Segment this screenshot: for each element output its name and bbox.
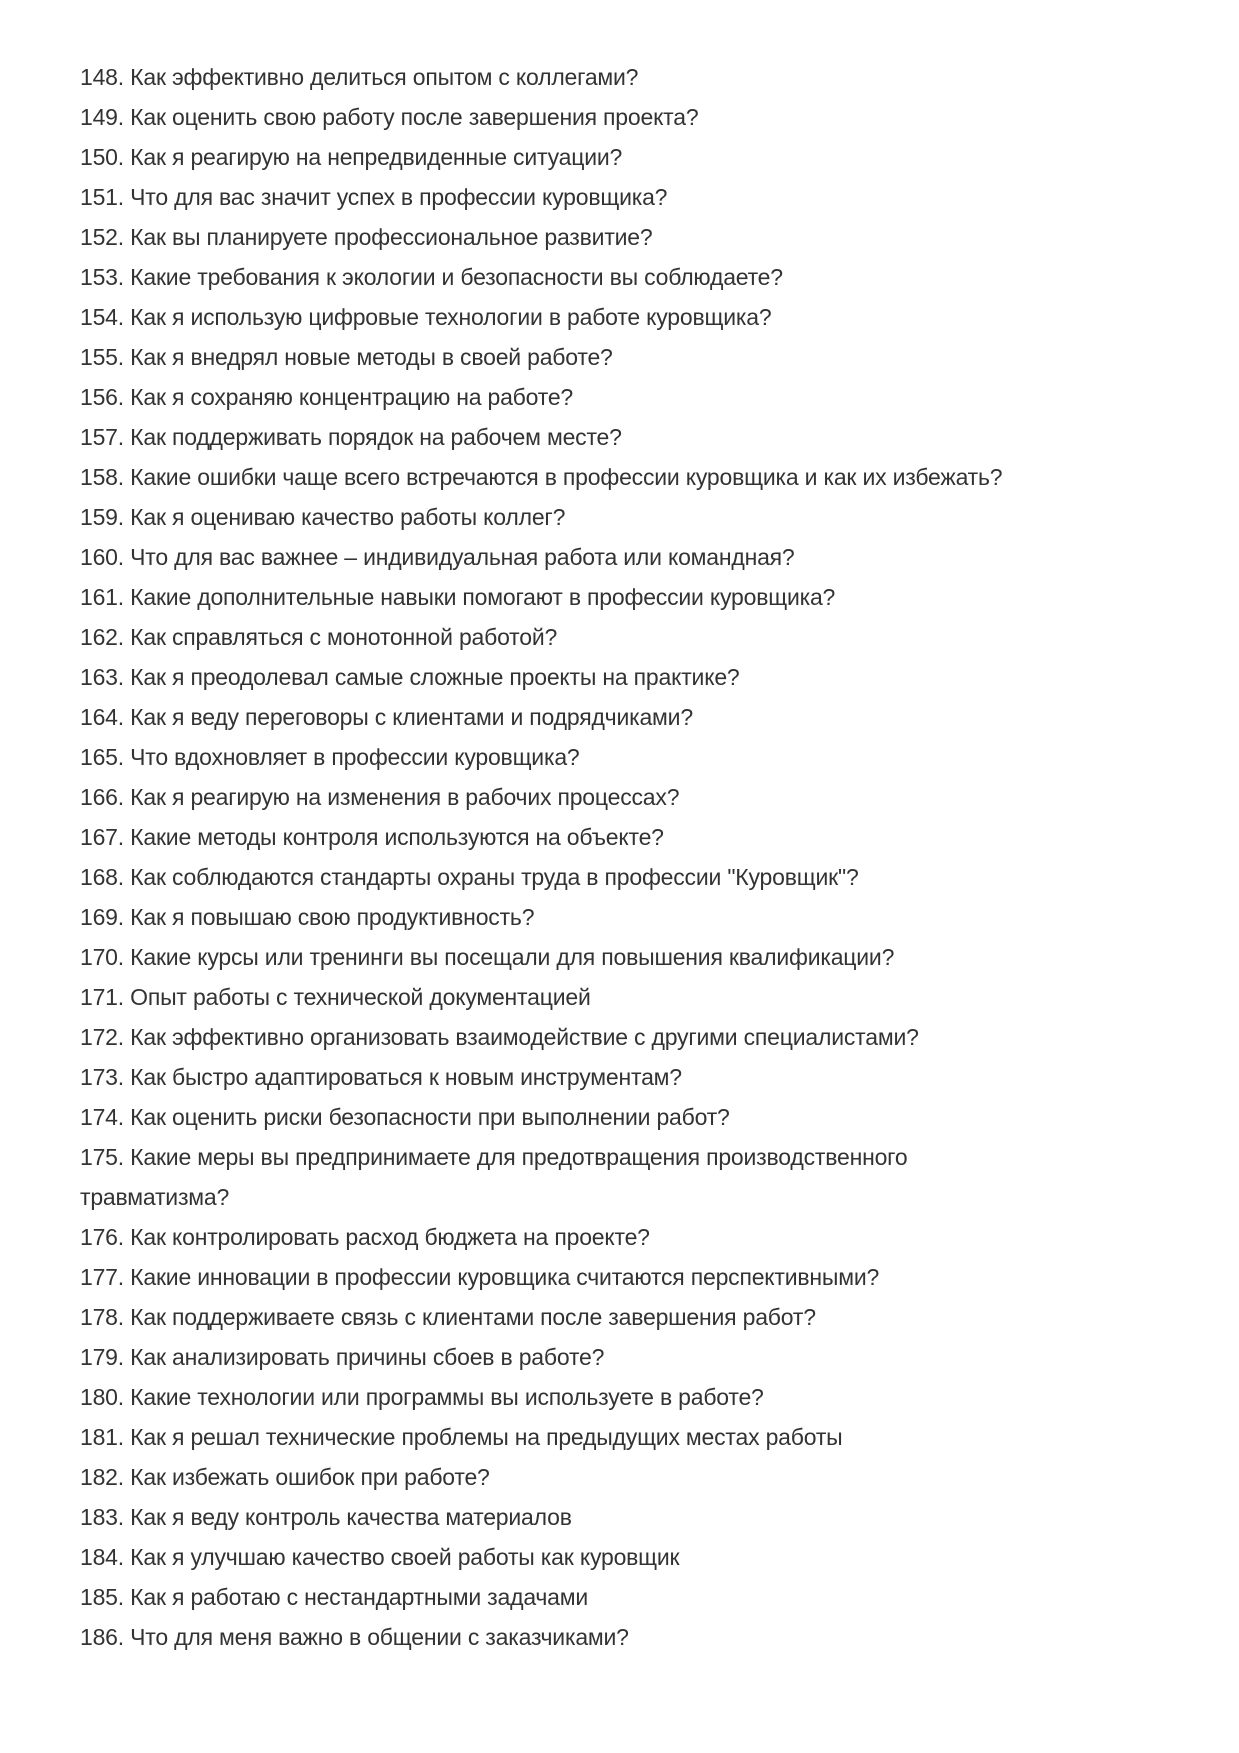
list-item: 157. Как поддерживать порядок на рабочем месте? [80,424,622,450]
list-item: 172. Как эффективно организовать взаимодействие с другими специалистами? [80,1024,919,1050]
list-item: 150. Как я реагирую на непредвиденные ситуации? [80,144,623,170]
list-item: 156. Как я сохраняю концентрацию на работе? [80,384,573,410]
list-item: 173. Как быстро адаптироваться к новым инструментам? [80,1064,682,1090]
list-item: 160. Что для вас важнее – индивидуальная работа или командная? [80,544,795,570]
list-item: 161. Какие дополнительные навыки помогают в профессии куровщика? [80,584,836,610]
list-item: 176. Как контролировать расход бюджета на проекте? [80,1224,650,1250]
list-item: 151. Что для вас значит успех в профессии куровщика? [80,184,668,210]
list-item: 152. Как вы планируете профессиональное развитие? [80,224,653,250]
list-item: 179. Как анализировать причины сбоев в работе? [80,1344,605,1370]
list-item: 165. Что вдохновляет в профессии куровщика? [80,744,580,770]
list-item: 149. Как оценить свою работу после завершения проекта? [80,104,699,130]
list-item: 186. Что для меня важно в общении с заказчиками? [80,1624,629,1650]
list-item: 171. Опыт работы с технической документацией [80,984,591,1010]
list-item: 175. Какие меры вы предпринимаете для предотвращения производственного травматизма? [80,1144,908,1210]
question-list [80,57,1169,1657]
list-item: 159. Как я оцениваю качество работы коллег? [80,504,566,530]
list-item: 170. Какие курсы или тренинги вы посещали для повышения квалификации? [80,944,895,970]
list-item: 182. Как избежать ошибок при работе? [80,1464,490,1490]
list-item: 167. Какие методы контроля используются на объекте? [80,824,664,850]
list-item: 174. Как оценить риски безопасности при выполнении работ? [80,1104,730,1130]
list-item: 177. Какие инновации в профессии куровщика считаются перспективными? [80,1264,880,1290]
list-item: 168. Как соблюдаются стандарты охраны труда в профессии "Куровщик"? [80,864,859,890]
list-item: 148. Как эффективно делиться опытом с коллегами? [80,64,639,90]
list-item: 153. Какие требования к экологии и безопасности вы соблюдаете? [80,264,783,290]
list-item: 178. Как поддерживаете связь с клиентами после завершения работ? [80,1304,816,1330]
list-item: 181. Как я решал технические проблемы на предыдущих местах работы [80,1424,843,1450]
list-item: 184. Как я улучшаю качество своей работы как куровщик [80,1544,680,1570]
list-item: 164. Как я веду переговоры с клиентами и подрядчиками? [80,704,693,730]
list-item: 180. Какие технологии или программы вы используете в работе? [80,1384,764,1410]
list-item: 166. Как я реагирую на изменения в рабочих процессах? [80,784,680,810]
list-item: 162. Как справляться с монотонной работой? [80,624,558,650]
list-item: 163. Как я преодолевал самые сложные проекты на практике? [80,664,740,690]
list-item: 183. Как я веду контроль качества материалов [80,1504,572,1530]
list-item: 185. Как я работаю с нестандартными задачами [80,1584,589,1610]
list-item: 154. Как я использую цифровые технологии в работе куровщика? [80,304,772,330]
list-item: 155. Как я внедрял новые методы в своей работе? [80,344,613,370]
list-item: 158. Какие ошибки чаще всего встречаются в профессии куровщика и как их избежать? [80,464,1003,490]
list-item: 169. Как я повышаю свою продуктивность? [80,904,535,930]
